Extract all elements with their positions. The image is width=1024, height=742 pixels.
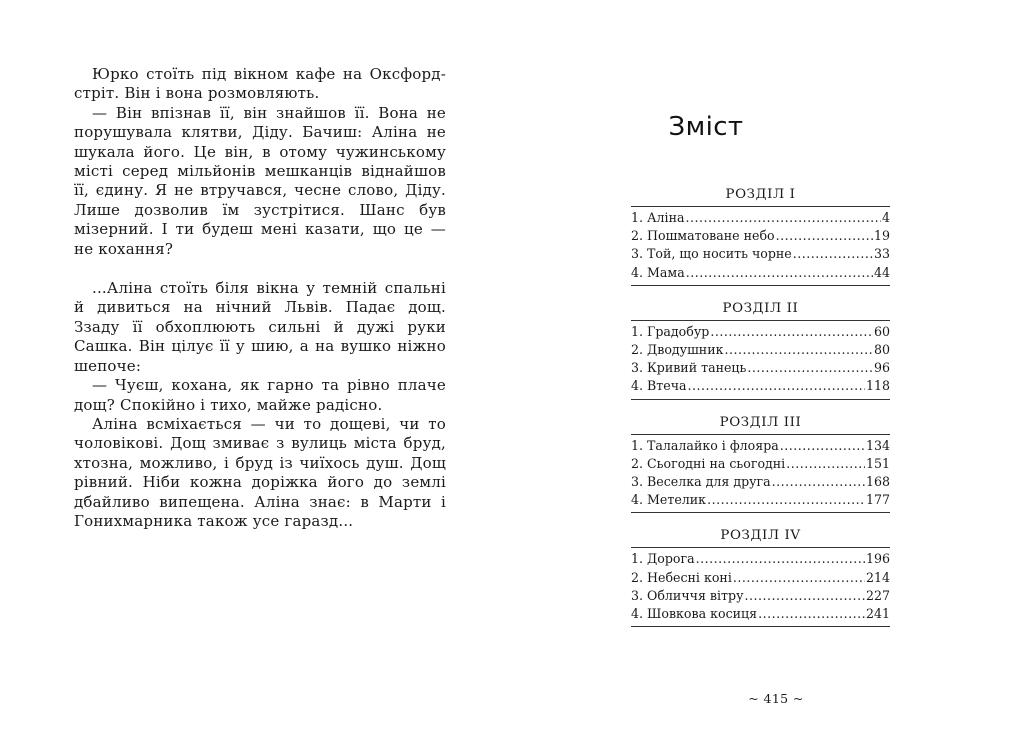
- dot-leader: [744, 587, 864, 605]
- toc-list: [631, 434, 890, 514]
- toc-entry-page: 60: [873, 323, 890, 339]
- toc-entry-label: 2. Пошматоване небо: [631, 228, 775, 244]
- paragraph: Аліна всміхається — чи то дощеві, чи то чоловікові. Дощ змиває з вулиць міста бруд, хтозна, можливо, і бруд із чиїхось душ. Дощ рівний. Ніби кожна доріжка його до землі дбайливо випещена. Аліна знає: в Марти і Гонихмарника також усе гаразд...: [74, 414, 446, 530]
- toc-entry[interactable]: [631, 377, 890, 395]
- toc-section: [631, 184, 890, 286]
- dot-leader: [733, 569, 865, 587]
- section-title: РОЗДІЛ ІІІ: [719, 414, 802, 430]
- dot-leader: [686, 209, 881, 227]
- section-title: РОЗДІЛ IV: [720, 528, 801, 544]
- toc-section: [631, 525, 890, 627]
- toc-entry-page: 151: [865, 455, 890, 471]
- toc-entry-label: 1. Аліна: [631, 210, 685, 225]
- toc-entry-label: 1. Дорога: [631, 551, 695, 567]
- toc-entry-label: 2. Небесні коні: [631, 569, 732, 585]
- toc-entry-label: 3. Обличчя вітру: [631, 587, 744, 603]
- toc-entry[interactable]: [631, 359, 890, 377]
- toc-entry[interactable]: [631, 341, 890, 359]
- paragraph: — Чуєш, кохана, як гарно та рівно плаче дощ? Спокійно і тихо, майже радісно.: [74, 376, 446, 414]
- toc-entry-page: 168: [865, 474, 890, 490]
- toc-section: [631, 298, 890, 400]
- toc-entry[interactable]: [631, 245, 890, 263]
- toc-entry-page: 177: [865, 492, 890, 508]
- toc-entry-page: 44: [873, 264, 890, 280]
- toc-entry-label: 1. Талалайко і флояра: [631, 437, 779, 453]
- toc-entry-label: 4. Мама: [631, 264, 685, 280]
- toc-entry[interactable]: [631, 605, 890, 623]
- section-title: РОЗДІЛ І: [725, 187, 796, 202]
- toc-entry[interactable]: [631, 569, 890, 587]
- dot-leader: [696, 550, 865, 568]
- toc-entry-label: 3. Веселка для друга: [631, 474, 771, 490]
- toc-list: [631, 320, 890, 400]
- toc-entry-label: 4. Втеча: [631, 378, 687, 394]
- toc-entry-page: 19: [873, 228, 890, 244]
- toc-section: [631, 412, 890, 514]
- toc-entry[interactable]: [631, 437, 890, 455]
- toc-entry-label: 4. Метелик: [631, 492, 707, 508]
- toc-entry-label: 2. Дводушник: [631, 342, 724, 358]
- toc-entry[interactable]: [631, 323, 890, 341]
- section-title: РОЗДІЛ ІІ: [722, 300, 799, 316]
- dot-leader: [780, 437, 865, 455]
- toc-entry-label: 3. Той, що носить чорне: [631, 246, 792, 262]
- toc-entry-page: 4: [881, 210, 890, 225]
- dot-leader: [688, 377, 865, 395]
- dot-leader: [724, 341, 873, 359]
- toc-entry-page: 134: [865, 437, 890, 453]
- toc-entry-page: 227: [865, 587, 890, 603]
- toc-entry[interactable]: [631, 587, 890, 605]
- dot-leader: [710, 323, 873, 341]
- toc-entry-page: 118: [865, 378, 890, 394]
- toc-entry-page: 96: [873, 360, 890, 376]
- paragraph: ...Аліна стоїть біля вікна у темній спальні й дивиться на нічний Львів. Падає дощ. Ззаду її обхоплюють сильні й дужі руки Сашка. Він цілує її у шию, а на вушко ніжно шепоче:: [74, 279, 446, 375]
- toc-entry-page: 80: [873, 342, 890, 358]
- paragraph: — Він впізнав її, він знайшов її. Вона не порушувала клятви, Діду. Бачиш: Аліна не шукала його. Це він, в отому чужинському місті серед мільйонів мешканців віднайшов її, єдину. Я не втручався, чесне слово, Діду. Лише дозволив їм зустрітися. Шанс був мізерний. І ти будеш мені казати, що це — не кохання?: [74, 103, 446, 258]
- toc-entry[interactable]: [631, 473, 890, 491]
- dot-leader: [793, 245, 873, 263]
- toc-entry-page: 214: [865, 569, 890, 585]
- dot-leader: [772, 473, 865, 491]
- toc-entry[interactable]: [631, 264, 890, 282]
- toc-entry-label: 1. Градобур: [631, 323, 710, 339]
- toc-entry-label: 3. Кривий танець: [631, 360, 747, 376]
- story-text: [74, 65, 446, 531]
- dot-leader: [707, 491, 865, 509]
- toc-entry-page: 196: [865, 551, 890, 567]
- toc-entry[interactable]: [631, 227, 890, 245]
- toc-list: [631, 547, 890, 627]
- toc-title: Зміст: [668, 112, 744, 142]
- toc-entry-page: 241: [865, 606, 890, 622]
- toc-list: [631, 206, 890, 286]
- right-page: [512, 0, 1024, 742]
- toc-entry[interactable]: [631, 455, 890, 473]
- toc-entry[interactable]: [631, 491, 890, 509]
- dot-leader: [758, 605, 865, 623]
- dot-leader: [747, 359, 873, 377]
- dot-leader: [786, 455, 865, 473]
- toc-entry-page: 33: [873, 246, 890, 262]
- paragraph: Юрко стоїть під вікном кафе на Оксфорд-стріт. Він і вона розмовляють.: [74, 65, 446, 103]
- scene-break: [74, 259, 446, 279]
- toc-entry[interactable]: [631, 209, 890, 227]
- dot-leader: [686, 264, 873, 282]
- toc-entry-label: 4. Шовкова косиця: [631, 606, 758, 622]
- dot-leader: [776, 227, 873, 245]
- page-number: ~ 415 ~: [748, 691, 804, 706]
- toc-entry-label: 2. Сьогодні на сьогодні: [631, 455, 786, 471]
- table-of-contents: [631, 184, 890, 639]
- toc-entry[interactable]: [631, 550, 890, 568]
